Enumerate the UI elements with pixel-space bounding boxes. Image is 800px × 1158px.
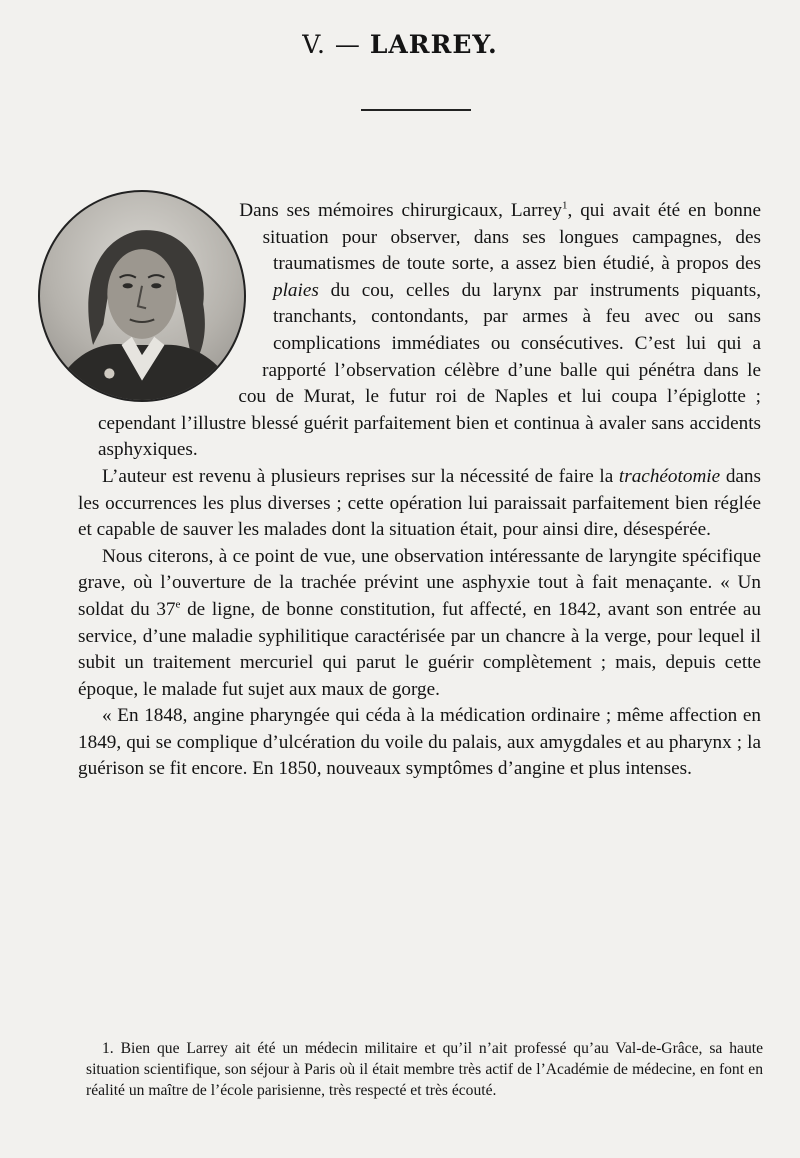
paragraph-1-cont: , qui avait été en bonne situation pour observer, dans ses longues campagnes, des traumatismes de toute sorte, a assez bien étudié, à propos des: [262, 200, 762, 275]
footnote-number: 1.: [102, 1040, 114, 1057]
italic-plaies: plaies: [273, 279, 319, 301]
paragraph-2-end: dans les occurrences les plus diverses ; cette opération lui paraissait parfaitement bien réglée et capable de sauver les malades dont la situation était, pour ainsi dire, désespérée.: [78, 465, 761, 541]
italic-tracheotomie: trachéotomie: [618, 465, 721, 487]
paragraph-4: « En 1848, angine pharyngée qui céda à la médication ordinaire ; même affection en 1849, qui se complique d’ulcération du voile du palais, aux amygdales et au pharynx ; la guérison se fit encore. En 1850, nouveaux symptômes d’angine et plus intenses.: [78, 705, 761, 780]
paragraph-3: [78, 544, 761, 704]
chapter-title: [0, 30, 800, 59]
paragraph-2: [78, 464, 761, 544]
chapter-number: V.: [302, 30, 326, 59]
title-rule: [361, 109, 471, 111]
footnote-ref: 1: [561, 199, 568, 212]
body-text: [78, 198, 761, 783]
chapter-dash: —: [334, 30, 361, 59]
superscript-e: e: [175, 598, 181, 611]
paragraph-3-end: de ligne, de bonne constitution, fut affecté, en 1842, avant son entrée au service, d’une maladie syphilitique caractérisée par un chancre à la verge, pour lequel il subit un traitement mercuriel qui parut le guérir complètement ; mais, depuis cette époque, le malade fut sujet aux maux de gorge.: [78, 598, 762, 700]
portrait-wrap-space: [78, 198, 273, 410]
chapter-name: LARREY.: [369, 30, 498, 59]
footnote-text: Bien que Larrey ait été un médecin militaire et qu’il n’ait professé qu’au Val-de-Grâce, sa haute situation scientifique, son séjour à Paris où il était membre très actif de l’Académie de médecine, en font en réalité un maître de l’école parisienne, très respecté et très écouté.: [86, 1040, 763, 1099]
paragraph-1-start: Dans ses mémoires chirurgicaux, Larrey: [239, 200, 562, 221]
paragraph-2-start: L’auteur est revenu à plusieurs reprises sur la nécessité de faire la: [102, 465, 619, 487]
footnote: [86, 1038, 763, 1101]
paragraph-3-start: Nous citerons, à ce point de vue, une observation intéressante de laryngite spécifique grave, où l’ouverture de la trachée prévint une asphyxie tout à fait menaçante. « Un soldat du 37: [78, 545, 761, 620]
paragraph-1-end: du cou, celles du larynx par instruments piquants, tranchants, contondants, par armes à feu avec ou sans complications immédiates ou consécutives. C’est lui qui a rapporté l’observation célèbre d’une balle qui pénétra dans le cou de Murat, le futur roi de Naples et lui coupa l’épiglotte ; cependant l’illustre blessé guérit parfaitement bien et continua à avaler sans accidents asphyxiques.: [98, 279, 761, 461]
